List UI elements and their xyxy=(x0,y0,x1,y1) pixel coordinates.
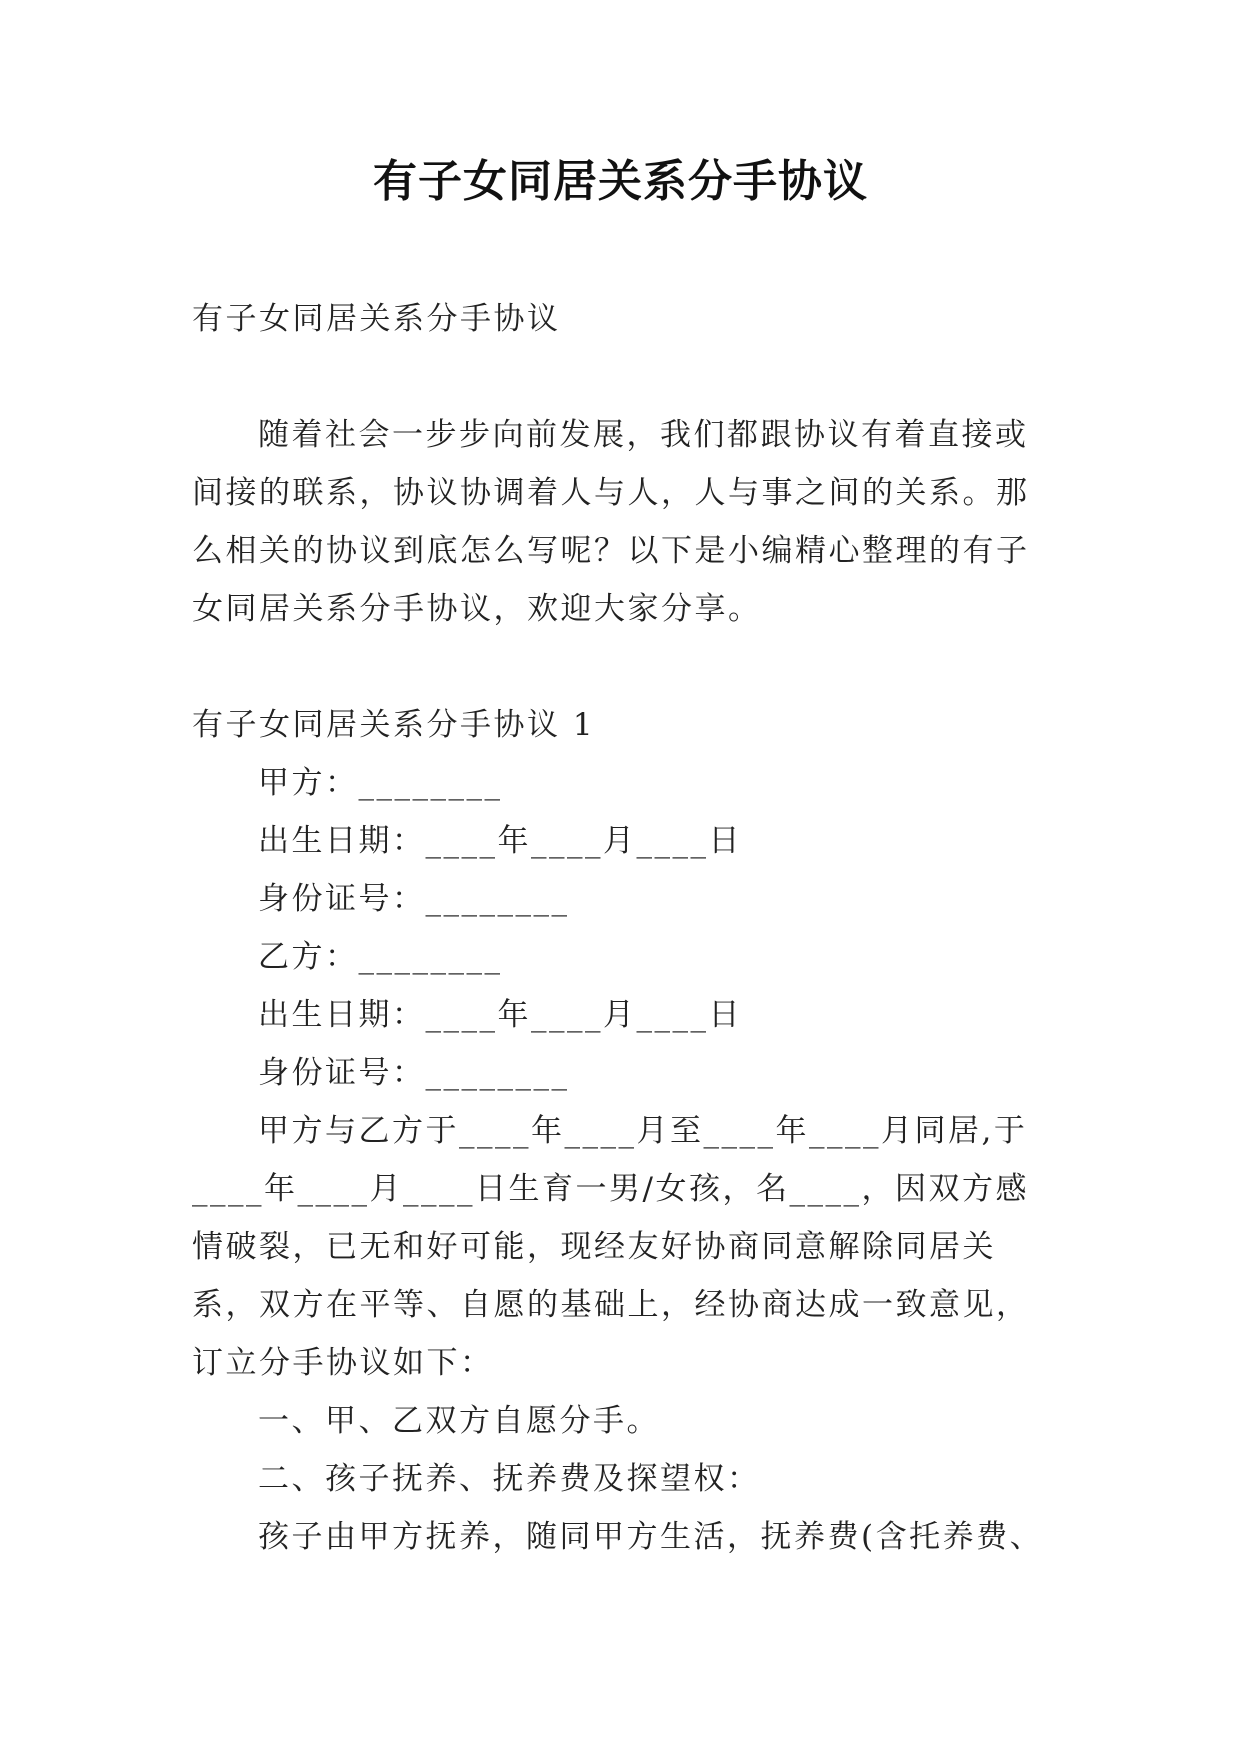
clause-2: 二、孩子抚养、抚养费及探望权： xyxy=(258,1461,761,1497)
agreement-paragraph: 甲方与乙方于____年____月至____年____月同居,于____年____月____日生育一男/女孩，名____，因双方感情破裂，已无和好可能，现经友好协商同意解除同居关系，双方在平等、自愿的基础上，经协商达成一致意见，订立分手协议如下： xyxy=(192,1113,1030,1381)
party-a-id-field: 身份证号：________ xyxy=(258,881,570,917)
party-b-birthdate-field: 出生日期：____年____月____日 xyxy=(258,997,742,1033)
intro-paragraph: 随着社会一步步向前发展，我们都跟协议有着直接或间接的联系，协议协调着人与人，人与事之间的关系。那么相关的协议到底怎么写呢？以下是小编精心整理的有子女同居关系分手协议，欢迎大家分享。 xyxy=(192,417,1030,627)
clause-2-detail: 孩子由甲方抚养，随同甲方生活，抚养费(含托养费、 xyxy=(258,1519,1044,1555)
clause-1: 一、甲、乙双方自愿分手。 xyxy=(258,1403,660,1439)
document-body xyxy=(192,290,1052,1566)
document-title: 有子女同居关系分手协议 xyxy=(373,156,868,207)
section-heading: 有子女同居关系分手协议 1 xyxy=(192,707,596,743)
party-a-field: 甲方：________ xyxy=(258,765,503,801)
party-b-id-field: 身份证号：________ xyxy=(258,1055,570,1091)
document-subtitle: 有子女同居关系分手协议 xyxy=(192,301,561,337)
party-b-field: 乙方：________ xyxy=(258,939,503,975)
party-a-birthdate-field: 出生日期：____年____月____日 xyxy=(258,823,742,859)
